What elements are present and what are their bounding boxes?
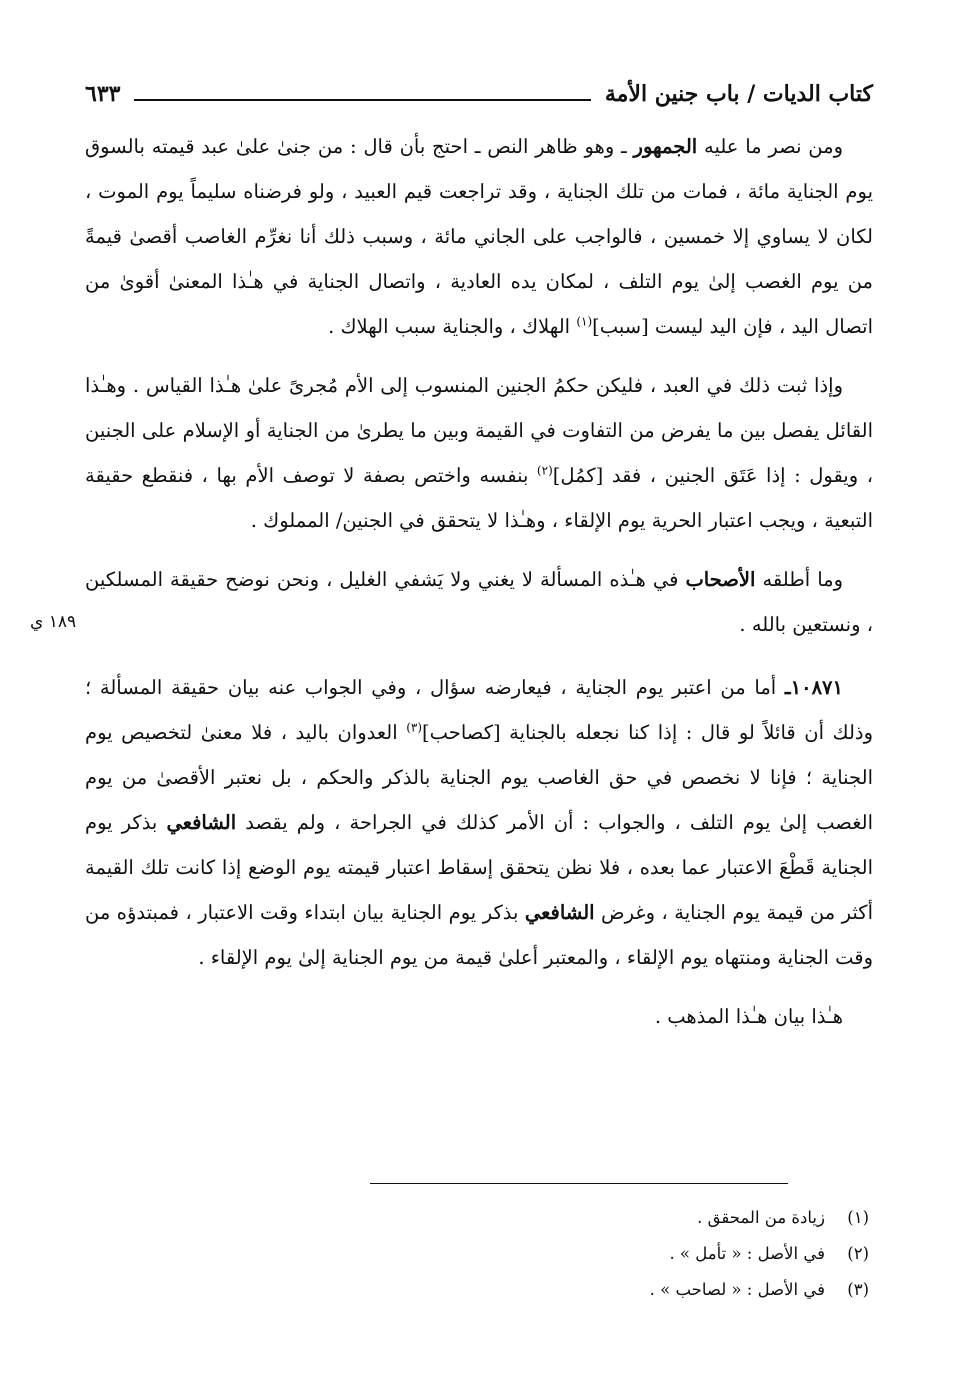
footnote-rule	[370, 1183, 788, 1184]
footnote-item	[85, 1236, 873, 1272]
margin-note: ١٨٩ ي	[30, 612, 77, 632]
footnote-number: (٢)	[847, 1244, 869, 1263]
page	[85, 72, 873, 1372]
footnote-number: (١)	[847, 1208, 869, 1227]
paragraph-1-bold: الجمهور	[633, 135, 698, 158]
footnote-item	[85, 1200, 873, 1236]
footnote-ref-1: (١)	[576, 314, 593, 329]
footnotes	[85, 1200, 873, 1308]
footnote-text: في الأصل : « تأمل » .	[669, 1244, 825, 1263]
footnote-number: (٣)	[847, 1280, 869, 1299]
paragraph-3-bold: الأصحاب	[685, 568, 756, 591]
paragraph-1	[85, 124, 873, 349]
footnote-ref-3: (٣)	[406, 720, 423, 735]
paragraph-4-text-c: بذكر يوم الجناية قَطْعَ الاعتبار عما بعده ، فلا نظن يتحقق إسقاط اعتبار قيمته يوم الوضع إذا كانت تلك القيمة أكثر من قيمة يوم الجناية ، وغرض	[85, 811, 873, 924]
paragraph-5-text: هـٰذا بيان هـٰذا المذهب .	[654, 1005, 843, 1028]
paragraph-2-text-a: وإذا ثبت ذلك في العبد ، فليكن حكمُ الجنين المنسوب إلى الأم مُجرىً علىٰ هـٰذا القياس . وهـٰذا القائل يفصل بين ما يفرض من التفاوت في القيمة وبين ما يطرىٰ من الجناية أو الإسلام على الجنين ، ويقول : إذا عَتَق الجنين ، فقد [كمُل]	[85, 374, 873, 487]
running-header	[85, 72, 873, 116]
footnote-text: زيادة من المحقق .	[697, 1208, 825, 1227]
paragraph-number: ١٠٨٧١ـ	[784, 676, 843, 699]
paragraph-4	[85, 665, 873, 980]
paragraph-3-text-a: وما أطلقه	[755, 568, 843, 591]
paragraph-3-text-b: في هـٰذه المسألة لا يغني ولا يَشفي الغليل ، ونحن نوضح حقيقة المسلكين ، ونستعين بالله .	[85, 568, 873, 636]
body-text	[85, 124, 873, 1053]
paragraph-1-text-b: ـ وهو ظاهر النص ـ احتج بأن قال : من جنىٰ علىٰ عبد قيمته بالسوق يوم الجناية مائة ، فمات من تلك الجناية ، وقد تراجعت قيم العبيد ، ولو فرضناه سليماً يوم الموت ، لكان لا يساوي إلا خمسين ، فالواجب على الجاني مائة ، وسبب ذلك أنا نغرِّم الغاصب أقصىٰ قيمةً من يوم الغصب إلىٰ يوم التلف ، لمكان يده العادية ، واتصال الجناية في هـٰذا المعنىٰ أقوىٰ من اتصال اليد ، فإن اليد ليست [سبب]	[85, 135, 873, 338]
paragraph-4-text-b: العدوان باليد ، فلا معنىٰ لتخصيص يوم الجناية ؛ فإنا لا نخصص في حق الغاصب يوم الجناية بالذكر والحكم ، بل نعتبر الأقصىٰ من يوم الغصب إلىٰ يوم التلف ، والجواب : أن الأمر كذلك في الجراحة ، ولم يقصد	[85, 721, 873, 834]
paragraph-4-bold-2: الشافعي	[524, 901, 595, 924]
footnote-text: في الأصل : « لصاحب » .	[649, 1280, 825, 1299]
running-title: كتاب الديات / باب جنين الأمة	[604, 81, 873, 107]
paragraph-4-text-d: بذكر يوم الجناية بيان ابتداء وقت الاعتبار ، فمبتدؤه من وقت الجناية ومنتهاه يوم الإلقاء ، والمعتبر أعلىٰ قيمة من يوم الجناية إلىٰ يوم الإلقاء .	[85, 901, 873, 969]
paragraph-5	[85, 994, 873, 1039]
paragraph-4-bold-1: الشافعي	[166, 811, 237, 834]
paragraph-1-text-a: ومن نصر ما عليه	[697, 135, 843, 158]
footnote-ref-2: (٢)	[536, 463, 553, 478]
header-rule	[134, 99, 590, 101]
paragraph-2-text-b: بنفسه واختص بصفة لا توصف الأم بها ، فنقطع حقيقة التبعية ، ويجب اعتبار الحرية يوم الإلقاء ، وهـٰذا لا يتحقق في الجنين/ المملوك .	[85, 464, 873, 532]
page-number: ٦٣٣	[85, 81, 121, 107]
footnote-item	[85, 1272, 873, 1308]
paragraph-2	[85, 363, 873, 543]
paragraph-3	[85, 557, 873, 647]
paragraph-4-text-a: أما من اعتبر يوم الجناية ، فيعارضه سؤال ، وفي الجواب عنه بيان حقيقة المسألة ؛ وذلك أن قائلاً لو قال : إذا كنا نجعله بالجناية [كصاحب]	[85, 676, 873, 744]
paragraph-1-text-c: الهلاك ، والجناية سبب الهلاك .	[328, 315, 577, 338]
